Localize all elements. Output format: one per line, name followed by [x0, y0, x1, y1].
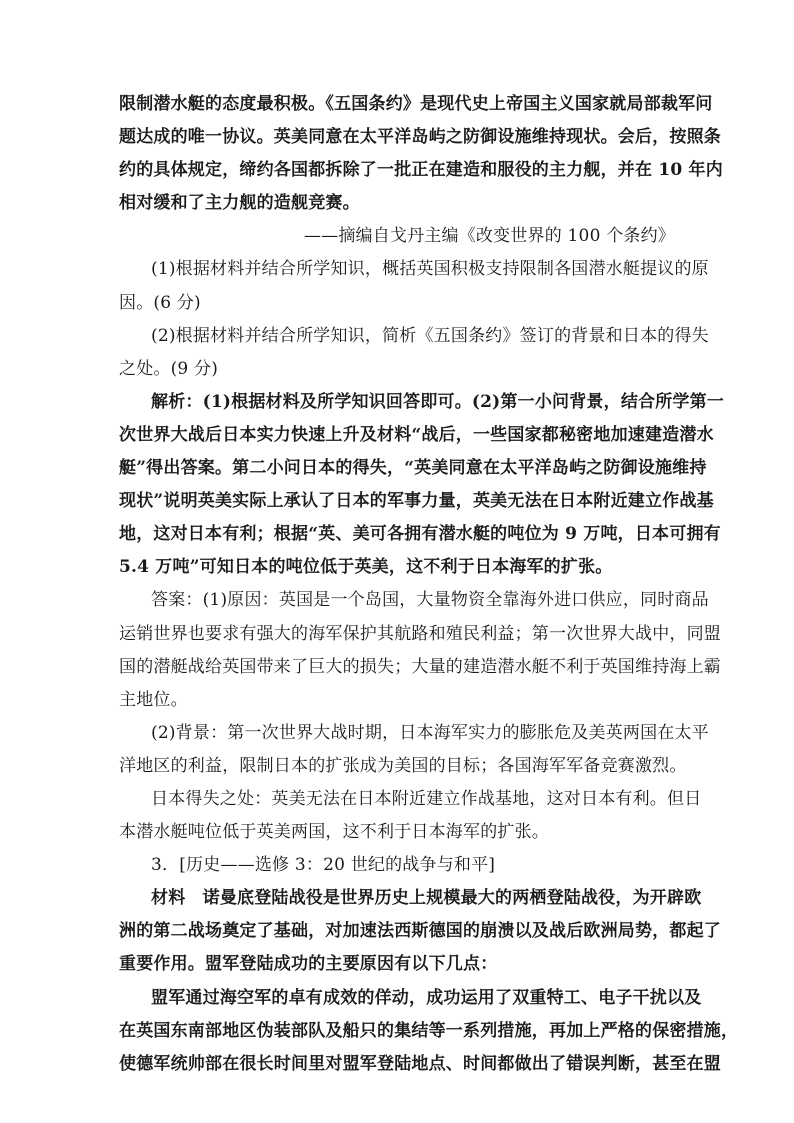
analysis-line-4: 现状”说明英美实际上承认了日本的军事力量，英美无法在日本附近建立作战基 [119, 491, 714, 512]
material-line-5: 在英国东南部地区伪装部队及船只的集结等一系列措施，再加上严格的保密措施， [119, 1020, 739, 1041]
question-1-line-2: 因。(6 分) [119, 292, 201, 313]
analysis-line-5: 地，这对日本有利；根据“英、美可各拥有潜水艇的吨位为 9 万吨，日本可拥有 [119, 524, 721, 545]
material-line-1: 材料 诺曼底登陆战役是世界历史上规模最大的两栖登陆战役，为开辟欧 [151, 888, 702, 909]
analysis-line-1: 解析：(1)根据材料及所学知识回答即可。(2)第一小问背景，结合所学第一 [151, 391, 725, 412]
document-page [119, 88, 739, 1081]
text-line-1: 限制潜水艇的态度最积极。《五国条约》是现代史上帝国主义国家就局部裁军问 [119, 94, 713, 114]
analysis-line-3: 艇”得出答案。第二小问日本的得失，“英美同意在太平洋岛屿之防御设施维持 [119, 458, 707, 479]
analysis-line-6: 5.4 万吨”可知日本的吨位低于英美，这不利于日本海军的扩张。 [119, 557, 613, 578]
analysis-line-2: 次世界大战后日本实力快速上升及材料“战后，一些国家都秘密地加速建造潜水 [119, 424, 714, 445]
material-line-3: 重要作用。盟军登陆成功的主要原因有以下几点： [119, 954, 498, 975]
question-2-line-2: 之处。(9 分) [119, 358, 219, 379]
text-line-2: 题达成的唯一协议。英美同意在太平洋岛屿之防御设施维持现状。会后，按照条 [119, 127, 721, 148]
material-line-4: 盟军通过海空军的卓有成效的佯动，成功运用了双重特工、电子干扰以及 [151, 987, 702, 1008]
answer-2-line-3: 日本得失之处：英美无法在日本附近建立作战基地，这对日本有利。但日 [151, 788, 702, 809]
question-1-line-1: (1)根据材料并结合所学知识，概括英国积极支持限制各国潜水艇提议的原 [151, 259, 709, 280]
material-line-6: 使德军统帅部在很长时间里对盟军登陆地点、时间都做出了错误判断，甚至在盟 [119, 1053, 721, 1074]
answer-line-1: 答案：(1)原因：英国是一个岛国，大量物资全靠海外进口供应，同时商品 [151, 590, 709, 611]
answer-2-line-4: 本潜水艇吨位低于英美两国，这不利于日本海军的扩张。 [119, 822, 549, 843]
answer-2-line-1: (2)背景：第一次世界大战时期，日本海军实力的膨胀危及美英两国在太平 [151, 722, 709, 743]
question-3-heading: 3．[历史——选修 3：20 世纪的战争与和平] [151, 855, 496, 876]
text-line-4: 相对缓和了主力舰的造舰竞赛。 [119, 193, 360, 214]
text-line-3: 约的具体规定，缔约各国都拆除了一批正在建造和服役的主力舰，并在 10 年内 [119, 160, 723, 181]
answer-line-3: 国的潜艇战给英国带来了巨大的损失；大量的建造潜水艇不利于英国维持海上霸 [119, 656, 721, 677]
answer-line-2: 运销世界也要求有强大的海军保护其航路和殖民利益；第一次世界大战中，同盟 [119, 623, 721, 644]
question-2-line-1: (2)根据材料并结合所学知识，简析《五国条约》签订的背景和日本的得失 [151, 325, 709, 346]
material-line-2: 洲的第二战场奠定了基础，对加速法西斯德国的崩溃以及战后欧洲局势，都起了 [119, 921, 721, 942]
answer-line-4: 主地位。 [119, 689, 188, 710]
source-citation: ——摘编自戈丹主编《改变世界的 100 个条约》 [303, 226, 675, 247]
answer-2-line-2: 洋地区的利益，限制日本的扩张成为美国的目标；各国海军军备竞赛激烈。 [119, 755, 687, 776]
